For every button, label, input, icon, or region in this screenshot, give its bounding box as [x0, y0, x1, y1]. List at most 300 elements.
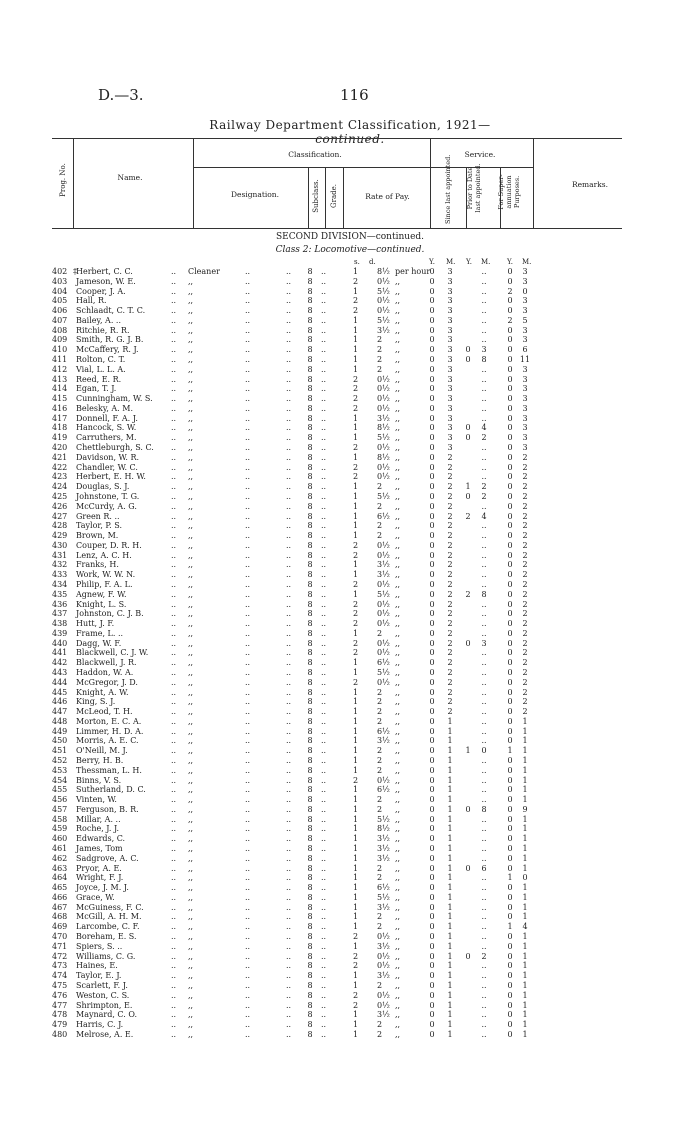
- pay-pence: 5½: [377, 286, 390, 296]
- prior-months: 0: [481, 746, 487, 756]
- table-row: [0, 668, 700, 677]
- leader-dots: ..: [171, 746, 177, 756]
- prior-months: ..: [481, 716, 487, 726]
- pay-pence: 3½: [377, 570, 390, 580]
- leader-dots: ..: [245, 521, 251, 531]
- subclass: 8: [307, 1010, 313, 1020]
- employee-name: Maynard, C. O.: [76, 1010, 137, 1020]
- table-row: [0, 287, 700, 296]
- prog-no: 417: [52, 413, 68, 423]
- designation: ,,: [188, 716, 194, 726]
- leader-dots: ..: [245, 795, 251, 805]
- since-years: 0: [429, 589, 435, 599]
- pay-pence: 0½: [377, 394, 390, 404]
- leader-dots: ..: [286, 990, 292, 1000]
- pay-unit: ,,: [395, 951, 401, 961]
- prior-months: ..: [481, 296, 487, 306]
- designation: ,,: [188, 756, 194, 765]
- pay-unit: ,,: [395, 746, 401, 756]
- leader-dots: ..: [286, 707, 292, 717]
- table-row: [0, 365, 700, 374]
- employee-name: McCaffery, R. J.: [76, 345, 139, 355]
- designation: ,,: [188, 1010, 194, 1020]
- leader-dots: ..: [245, 785, 251, 795]
- leader-dots: ..: [245, 501, 251, 511]
- employee-name: Ritchie, R. R.: [76, 325, 130, 335]
- leader-dots: ..: [286, 765, 292, 775]
- leader-dots: ..: [245, 922, 251, 932]
- since-years: 0: [429, 472, 435, 482]
- since-months: 1: [447, 883, 453, 893]
- pay-shillings: 1: [353, 1020, 359, 1030]
- leader-dots: ..: [321, 775, 327, 785]
- prior-months: ..: [481, 335, 487, 345]
- since-years: 0: [429, 462, 435, 472]
- leader-dots: ..: [286, 423, 292, 433]
- leader-dots: ..: [321, 814, 327, 824]
- since-months: 2: [447, 579, 453, 589]
- col-unit-y: Y.: [507, 258, 513, 266]
- pay-pence: 3½: [377, 853, 390, 863]
- pay-shillings: 1: [353, 922, 359, 932]
- pay-shillings: 2: [353, 638, 359, 648]
- super-months: 2: [522, 462, 528, 472]
- pay-pence: 2: [377, 335, 383, 345]
- leader-dots: ..: [245, 941, 251, 951]
- leader-dots: ..: [321, 560, 327, 570]
- super-years: 0: [507, 335, 513, 345]
- designation: ,,: [188, 482, 194, 492]
- super-months: 1: [522, 961, 528, 971]
- super-years: 0: [507, 413, 513, 423]
- table-row: [0, 883, 700, 892]
- prior-months: ..: [481, 531, 487, 541]
- super-months: 9: [522, 804, 528, 814]
- leader-dots: ..: [171, 589, 177, 599]
- designation: ,,: [188, 951, 194, 961]
- subclass: 8: [307, 570, 313, 580]
- since-months: 1: [447, 1029, 453, 1039]
- super-years: 0: [507, 619, 513, 629]
- employee-name: Reed, E. R.: [76, 374, 122, 384]
- leader-dots: ..: [171, 560, 177, 570]
- since-months: 3: [447, 355, 453, 365]
- leader-dots: ..: [286, 374, 292, 384]
- since-months: 2: [447, 482, 453, 492]
- leader-dots: ..: [321, 570, 327, 580]
- leader-dots: ..: [286, 482, 292, 492]
- employee-name: Hancock, S. W.: [76, 423, 137, 433]
- super-years: 0: [507, 961, 513, 971]
- since-years: 0: [429, 677, 435, 687]
- super-months: 2: [522, 677, 528, 687]
- prior-months: ..: [481, 990, 487, 1000]
- designation: ,,: [188, 570, 194, 580]
- employee-name: Knight, A. W.: [76, 687, 129, 697]
- since-years: 0: [429, 443, 435, 453]
- leader-dots: ..: [171, 579, 177, 589]
- since-months: 2: [447, 452, 453, 462]
- prior-months: ..: [481, 570, 487, 580]
- since-years: 0: [429, 883, 435, 893]
- pay-pence: 3½: [377, 834, 390, 844]
- col-divider: [193, 138, 194, 228]
- leader-dots: ..: [171, 325, 177, 335]
- super-years: 0: [507, 1020, 513, 1030]
- leader-dots: ..: [286, 296, 292, 306]
- super-years: 0: [507, 667, 513, 677]
- table-row: [0, 541, 700, 550]
- pay-unit: ,,: [395, 883, 401, 893]
- since-months: 3: [447, 267, 453, 276]
- pay-unit: ,,: [395, 619, 401, 629]
- table-row: [0, 306, 700, 315]
- leader-dots: ..: [286, 1000, 292, 1010]
- since-months: 1: [447, 1020, 453, 1030]
- prog-no: 407: [52, 315, 68, 325]
- leader-dots: ..: [171, 834, 177, 844]
- employee-name: Morton, E. C. A.: [76, 716, 142, 726]
- leader-dots: ..: [245, 1029, 251, 1039]
- pay-pence: 2: [377, 873, 383, 883]
- prior-months: ..: [481, 599, 487, 609]
- designation: ,,: [188, 599, 194, 609]
- super-years: 0: [507, 716, 513, 726]
- designation: ,,: [188, 902, 194, 912]
- pay-shillings: 1: [353, 570, 359, 580]
- designation: ,,: [188, 443, 194, 453]
- employee-name: Schlaadt, C. T. C.: [76, 306, 146, 316]
- super-years: 0: [507, 707, 513, 717]
- leader-dots: ..: [245, 276, 251, 286]
- employee-name: Haines, E.: [76, 961, 118, 971]
- super-years: 0: [507, 844, 513, 854]
- super-years: 0: [507, 276, 513, 286]
- prog-no: 458: [52, 814, 68, 824]
- subclass: 8: [307, 648, 313, 658]
- leader-dots: ..: [286, 873, 292, 883]
- subclass: 8: [307, 394, 313, 404]
- leader-dots: ..: [286, 462, 292, 472]
- pay-shillings: 1: [353, 433, 359, 443]
- prog-no: 444: [52, 677, 68, 687]
- leader-dots: ..: [171, 491, 177, 501]
- super-months: 1: [522, 971, 528, 981]
- pay-pence: 2: [377, 345, 383, 355]
- prog-no: 414: [52, 384, 68, 394]
- designation: ,,: [188, 521, 194, 531]
- designation: ,,: [188, 765, 194, 775]
- pay-unit: ,,: [395, 531, 401, 541]
- since-years: 0: [429, 286, 435, 296]
- leader-dots: ..: [286, 746, 292, 756]
- since-years: 0: [429, 394, 435, 404]
- leader-dots: ..: [245, 638, 251, 648]
- table-row: [0, 443, 700, 452]
- leader-dots: ..: [321, 1020, 327, 1030]
- pay-pence: 2: [377, 756, 383, 765]
- leader-dots: ..: [321, 746, 327, 756]
- leader-dots: ..: [171, 364, 177, 374]
- pay-pence: 3½: [377, 325, 390, 335]
- super-years: 0: [507, 306, 513, 316]
- prior-months: ..: [481, 267, 487, 276]
- pay-shillings: 1: [353, 824, 359, 834]
- leader-dots: ..: [321, 374, 327, 384]
- since-months: 1: [447, 922, 453, 932]
- table-row: [0, 375, 700, 384]
- prior-months: ..: [481, 609, 487, 619]
- pay-shillings: 2: [353, 932, 359, 942]
- leader-dots: ..: [171, 521, 177, 531]
- since-months: 3: [447, 423, 453, 433]
- pay-pence: 5½: [377, 814, 390, 824]
- pay-unit: ,,: [395, 667, 401, 677]
- pay-pence: 3½: [377, 971, 390, 981]
- pay-unit: ,,: [395, 756, 401, 765]
- since-years: 0: [429, 452, 435, 462]
- leader-dots: ..: [286, 355, 292, 365]
- pay-shillings: 1: [353, 707, 359, 717]
- pay-pence: 2: [377, 687, 383, 697]
- pay-pence: 6½: [377, 658, 390, 668]
- leader-dots: ..: [286, 619, 292, 629]
- leader-dots: ..: [321, 951, 327, 961]
- table-row: [0, 746, 700, 755]
- pay-shillings: 1: [353, 736, 359, 746]
- prior-months: ..: [481, 286, 487, 296]
- leader-dots: ..: [321, 628, 327, 638]
- leader-dots: ..: [245, 355, 251, 365]
- since-months: 1: [447, 980, 453, 990]
- leader-dots: ..: [286, 941, 292, 951]
- since-months: 2: [447, 677, 453, 687]
- prog-no: 402: [52, 267, 68, 276]
- pay-pence: 5½: [377, 892, 390, 902]
- super-years: 0: [507, 482, 513, 492]
- super-months: 2: [522, 697, 528, 707]
- leader-dots: ..: [321, 521, 327, 531]
- since-months: 2: [447, 570, 453, 580]
- table-row: [0, 560, 700, 569]
- prog-no: 432: [52, 560, 68, 570]
- pay-unit: ,,: [395, 325, 401, 335]
- super-years: 0: [507, 834, 513, 844]
- leader-dots: ..: [171, 892, 177, 902]
- table-row: [0, 707, 700, 716]
- designation: ,,: [188, 922, 194, 932]
- table-row: [0, 756, 700, 765]
- super-years: 0: [507, 511, 513, 521]
- since-months: 1: [447, 775, 453, 785]
- subclass: 8: [307, 765, 313, 775]
- pay-unit: ,,: [395, 658, 401, 668]
- leader-dots: ..: [245, 726, 251, 736]
- super-months: 2: [522, 560, 528, 570]
- table-row: [0, 844, 700, 853]
- designation: ,,: [188, 667, 194, 677]
- super-years: 0: [507, 374, 513, 384]
- table-row: [0, 991, 700, 1000]
- super-years: 0: [507, 785, 513, 795]
- subclass: 8: [307, 276, 313, 286]
- super-years: 0: [507, 560, 513, 570]
- pay-unit: ,,: [395, 814, 401, 824]
- designation: ,,: [188, 892, 194, 902]
- subclass: 8: [307, 638, 313, 648]
- super-years: 0: [507, 1010, 513, 1020]
- pay-shillings: 1: [353, 873, 359, 883]
- employee-name: Philip, F. A. L.: [76, 579, 133, 589]
- super-months: 1: [522, 1029, 528, 1039]
- subclass: 8: [307, 491, 313, 501]
- leader-dots: ..: [321, 726, 327, 736]
- designation: ,,: [188, 325, 194, 335]
- leader-dots: ..: [286, 687, 292, 697]
- col-unit-m: M.: [481, 258, 491, 266]
- subclass: 8: [307, 961, 313, 971]
- pay-unit: ,,: [395, 1029, 401, 1039]
- designation: ,,: [188, 540, 194, 550]
- leader-dots: ..: [321, 736, 327, 746]
- leader-dots: ..: [321, 873, 327, 883]
- leader-dots: ..: [245, 892, 251, 902]
- pay-pence: 2: [377, 746, 383, 756]
- super-years: 0: [507, 697, 513, 707]
- table-row: [0, 570, 700, 579]
- table-row: [0, 942, 700, 951]
- leader-dots: ..: [245, 667, 251, 677]
- prior-years: 1: [465, 746, 471, 756]
- leader-dots: ..: [245, 980, 251, 990]
- super-years: 0: [507, 824, 513, 834]
- leader-dots: ..: [171, 912, 177, 922]
- designation: ,,: [188, 707, 194, 717]
- subclass: 8: [307, 932, 313, 942]
- leader-dots: ..: [245, 579, 251, 589]
- pay-pence: 2: [377, 628, 383, 638]
- pay-shillings: 1: [353, 756, 359, 765]
- employee-name: Scarlett, F. J.: [76, 980, 128, 990]
- since-years: 0: [429, 824, 435, 834]
- leader-dots: ..: [286, 550, 292, 560]
- leader-dots: ..: [321, 501, 327, 511]
- pay-unit: ,,: [395, 736, 401, 746]
- super-years: 0: [507, 863, 513, 873]
- pay-unit: ,,: [395, 403, 401, 413]
- leader-dots: ..: [286, 892, 292, 902]
- pay-shillings: 1: [353, 521, 359, 531]
- leader-dots: ..: [286, 570, 292, 580]
- designation: ,,: [188, 335, 194, 345]
- super-months: 2: [522, 707, 528, 717]
- leader-dots: ..: [321, 941, 327, 951]
- prog-no: 472: [52, 951, 68, 961]
- subclass: 8: [307, 873, 313, 883]
- subclass: 8: [307, 579, 313, 589]
- prior-months: ..: [481, 550, 487, 560]
- rule-bottom: [52, 228, 622, 229]
- subclass: 8: [307, 296, 313, 306]
- subclass: 8: [307, 667, 313, 677]
- designation: ,,: [188, 355, 194, 365]
- super-years: 0: [507, 267, 513, 276]
- designation: ,,: [188, 971, 194, 981]
- table-row: [0, 580, 700, 589]
- prior-months: ..: [481, 394, 487, 404]
- leader-dots: ..: [286, 1029, 292, 1039]
- since-years: 0: [429, 433, 435, 443]
- leader-dots: ..: [245, 775, 251, 785]
- prog-no: 408: [52, 325, 68, 335]
- super-years: 0: [507, 853, 513, 863]
- col-divider: [73, 138, 74, 228]
- since-months: 2: [447, 658, 453, 668]
- prior-months: ..: [481, 756, 487, 765]
- designation: ,,: [188, 687, 194, 697]
- leader-dots: ..: [321, 795, 327, 805]
- prior-years: 0: [465, 951, 471, 961]
- designation: ,,: [188, 736, 194, 746]
- super-years: 0: [507, 951, 513, 961]
- super-years: 0: [507, 990, 513, 1000]
- leader-dots: ..: [171, 296, 177, 306]
- prog-no: 461: [52, 844, 68, 854]
- prior-months: ..: [481, 795, 487, 805]
- subclass: 8: [307, 941, 313, 951]
- employee-name: Bailey, A. ..: [76, 315, 121, 325]
- designation: ,,: [188, 394, 194, 404]
- prior-months: ..: [481, 628, 487, 638]
- super-years: 0: [507, 775, 513, 785]
- pay-unit: ,,: [395, 560, 401, 570]
- leader-dots: ..: [321, 648, 327, 658]
- prog-no: 439: [52, 628, 68, 638]
- col-unit-d: d.: [369, 258, 376, 266]
- pay-shillings: 2: [353, 579, 359, 589]
- pay-shillings: 1: [353, 267, 359, 276]
- designation: ,,: [188, 609, 194, 619]
- super-years: 0: [507, 540, 513, 550]
- employee-name: Vial, L. L. A.: [76, 364, 126, 374]
- designation: ,,: [188, 452, 194, 462]
- super-months: 2: [522, 570, 528, 580]
- prog-no: 410: [52, 345, 68, 355]
- leader-dots: ..: [245, 1020, 251, 1030]
- leader-dots: ..: [321, 550, 327, 560]
- since-years: 0: [429, 775, 435, 785]
- designation: ,,: [188, 1000, 194, 1010]
- table-row: [0, 678, 700, 687]
- designation: ,,: [188, 560, 194, 570]
- super-months: 1: [522, 951, 528, 961]
- pay-unit: ,,: [395, 413, 401, 423]
- table-row: [0, 590, 700, 599]
- prior-months: ..: [481, 922, 487, 932]
- leader-dots: ..: [245, 335, 251, 345]
- table-row: [0, 1010, 700, 1019]
- employee-name: Rolton, C. T.: [76, 355, 126, 365]
- prior-months: ..: [481, 1029, 487, 1039]
- since-years: 0: [429, 716, 435, 726]
- prior-months: ..: [481, 853, 487, 863]
- prior-months: ..: [481, 687, 487, 697]
- super-years: 0: [507, 296, 513, 306]
- leader-dots: ..: [321, 844, 327, 854]
- prior-months: ..: [481, 932, 487, 942]
- super-months: 1: [522, 1010, 528, 1020]
- super-years: 0: [507, 501, 513, 511]
